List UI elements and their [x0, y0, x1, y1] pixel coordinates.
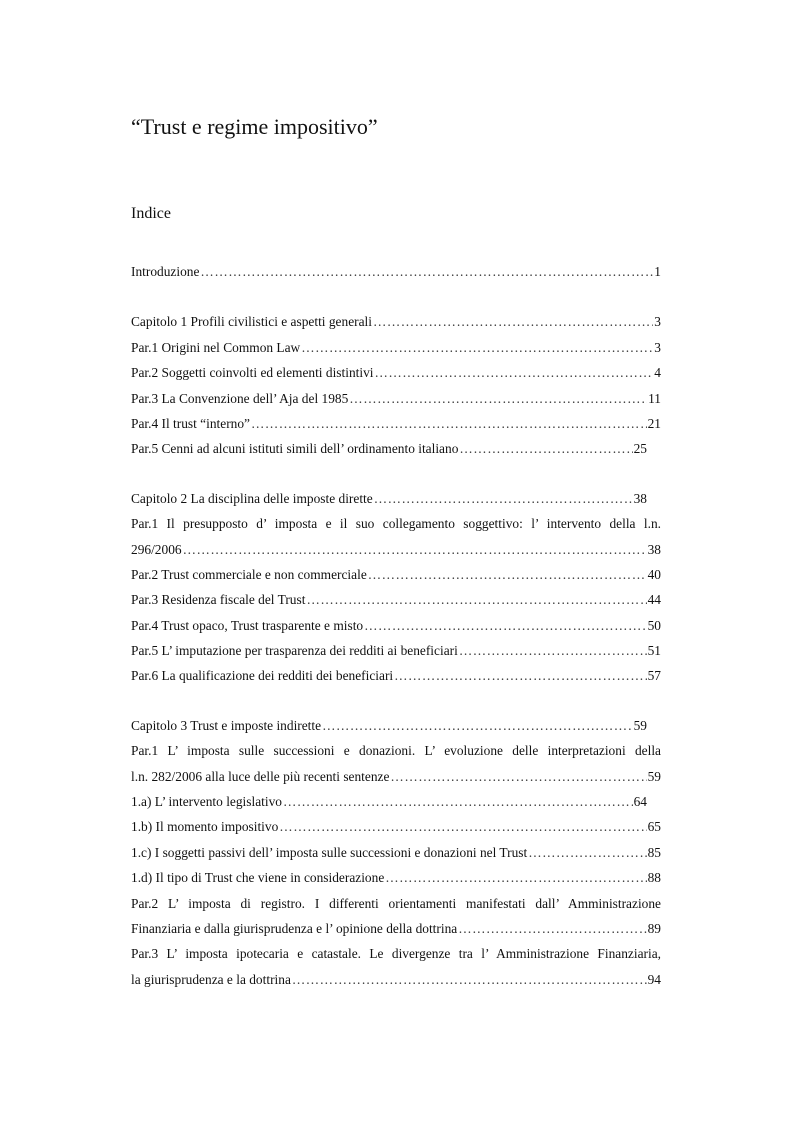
toc-entry-wrapped: Par.1 Il presupposto d’ imposta e il suo collegamento soggettivo: l’ intervento della l.n.: [131, 516, 661, 532]
toc-entry: Par.1 Origini nel Common Law ………………………………………………………………………………………………………………………………………………………………………………………… 3: [131, 335, 661, 360]
toc-entry-wrapped: Par.3 L’ imposta ipotecaria e catastale. Le divergenze tra l’ Amministrazione Finanziaria,: [131, 946, 661, 962]
table-of-contents: [131, 259, 661, 992]
toc-entry-wrapped: Par.2 L’ imposta di registro. I differenti orientamenti manifestati dall’ Amministrazione: [131, 895, 661, 911]
toc-entry-wrapped: Par.1 L’ imposta sulle successioni e donazioni. L’ evoluzione delle interpretazioni della: [131, 743, 661, 759]
index-heading: Indice: [131, 205, 171, 222]
toc-entry: la giurisprudenza e la dottrina ………………………………………………………………………………………………………………………………………………………………………………………… 94: [131, 967, 661, 992]
toc-chapter-1: Capitolo 1 Profili civilistici e aspetti generali ………………………………………………………………………………………………………………………………………………………………………………………… 3: [131, 309, 661, 334]
toc-chapter-3: Capitolo 3 Trust e imposte indirette ………………………………………………………………………………………………………………………………………………………………………………………… 59: [131, 713, 661, 738]
toc-entry-introduzione: Introduzione ………………………………………………………………………………………………………………………………………………………………………………………… 1: [131, 259, 661, 284]
toc-entry: Par.3 La Convenzione dell’ Aja del 1985 ………………………………………………………………………………………………………………………………………………………………………………………… 11: [131, 386, 661, 411]
toc-entry: Par.4 Trust opaco, Trust trasparente e misto ………………………………………………………………………………………………………………………………………………………………………………………… 50: [131, 613, 661, 638]
toc-entry: Par.2 Trust commerciale e non commerciale ………………………………………………………………………………………………………………………………………………………………………………………… 40: [131, 562, 661, 587]
toc-entry: Par.5 Cenni ad alcuni istituti simili dell’ ordinamento italiano ………………………………………………………………………………………………………………………………………………………………………………………… 25: [131, 436, 661, 461]
toc-entry: l.n. 282/2006 alla luce delle più recenti sentenze ………………………………………………………………………………………………………………………………………………………………………………………… 59: [131, 764, 661, 789]
toc-entry: Par.6 La qualificazione dei redditi dei beneficiari ………………………………………………………………………………………………………………………………………………………………………………………… 57: [131, 663, 661, 688]
toc-entry: Par.4 Il trust “interno” ………………………………………………………………………………………………………………………………………………………………………………………… 21: [131, 411, 661, 436]
toc-entry: Finanziaria e dalla giurisprudenza e l’ opinione della dottrina ………………………………………………………………………………………………………………………………………………………………………………………… 89: [131, 916, 661, 941]
toc-entry: 296/2006 ………………………………………………………………………………………………………………………………………………………………………………………… 38: [131, 537, 661, 562]
toc-entry: 1.a) L’ intervento legislativo ………………………………………………………………………………………………………………………………………………………………………………………… 64: [131, 789, 661, 814]
toc-entry: 1.d) Il tipo di Trust che viene in considerazione ………………………………………………………………………………………………………………………………………………………………………………………… 88: [131, 865, 661, 890]
toc-entry: Par.5 L’ imputazione per trasparenza dei redditi ai beneficiari ………………………………………………………………………………………………………………………………………………………………………………………… 51: [131, 638, 661, 663]
toc-chapter-2: Capitolo 2 La disciplina delle imposte dirette ………………………………………………………………………………………………………………………………………………………………………………………… 38: [131, 486, 661, 511]
toc-entry: 1.b) Il momento impositivo ………………………………………………………………………………………………………………………………………………………………………………………… 65: [131, 814, 661, 839]
document-title: “Trust e regime impositivo”: [131, 114, 378, 139]
toc-entry: Par.3 Residenza fiscale del Trust ………………………………………………………………………………………………………………………………………………………………………………………… 44: [131, 587, 661, 612]
toc-entry: Par.2 Soggetti coinvolti ed elementi distintivi ………………………………………………………………………………………………………………………………………………………………………………………… 4: [131, 360, 661, 385]
toc-entry: 1.c) I soggetti passivi dell’ imposta sulle successioni e donazioni nel Trust ………………………………………………………………………………………………………………………………………………………………………………………… 85: [131, 840, 661, 865]
